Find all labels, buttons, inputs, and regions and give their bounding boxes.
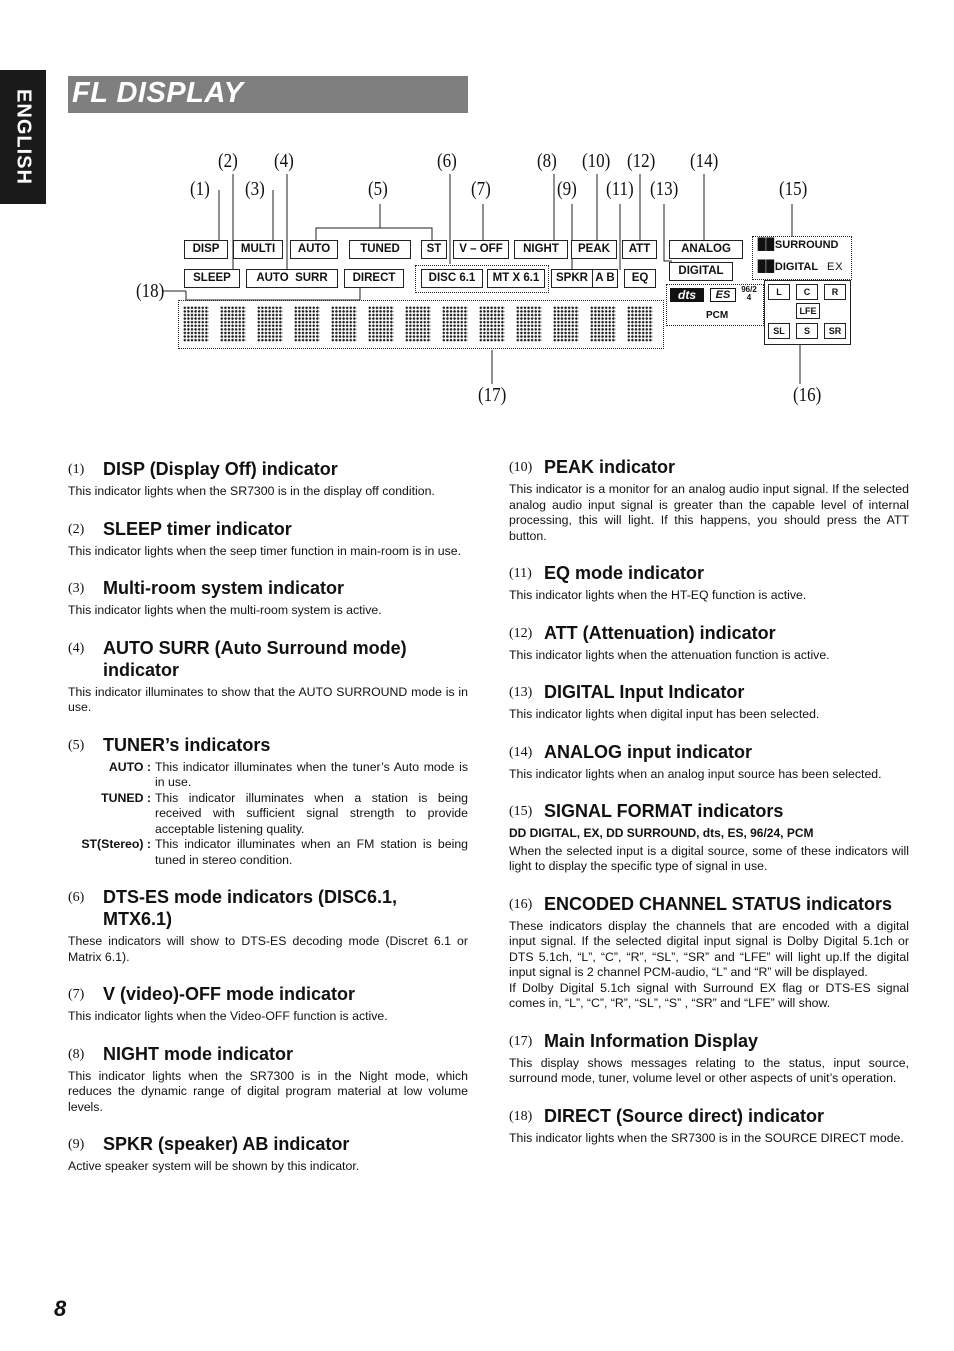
dolby-icon: ▉▉ <box>758 261 775 273</box>
section-body: This indicator lights when the SR7300 is in the Night mode, which reduces the dynamic range of digital program material at low volume levels. <box>68 1068 468 1114</box>
section-title: AUTO SURR (Auto Surround mode) indicator <box>103 637 407 680</box>
section-title: ATT (Attenuation) indicator <box>544 622 776 643</box>
section-body: This indicator lights when an analog input source has been selected. <box>509 766 882 781</box>
section-body: These indicators will show to DTS-ES decoding mode (Discret 6.1 or Matrix 6.1). <box>68 934 468 964</box>
section-body: This indicator lights when the HT-EQ function is active. <box>509 588 807 602</box>
dot-matrix-char <box>331 306 357 342</box>
dolby-icon: ▉▉ <box>758 239 775 251</box>
section-title: DIGITAL Input Indicator <box>544 682 745 702</box>
section-heading <box>509 681 909 703</box>
ex-text: EX <box>826 261 844 273</box>
callout-4: (4) <box>274 150 294 172</box>
section-number: (8) <box>68 1046 85 1062</box>
digital-input-label: DIGITAL <box>669 262 733 281</box>
v-off-label: V – OFF <box>453 240 509 259</box>
eq-label: EQ <box>624 269 656 288</box>
section-digital <box>509 681 909 723</box>
section-title: DISP (Display Off) indicator <box>103 459 338 479</box>
section-number: (15) <box>509 804 533 819</box>
section-number: (1) <box>68 462 85 477</box>
section-heading <box>509 893 909 915</box>
section-body: These indicators display the channels that are encoded with a digital input signal. If the selected digital input signal is Dolby Digital 5.1ch or DTS 5.1ch, “L”, “C”, “R”, “SL”, “SR” and “LFE” will light up.If the digital input signal is 2 channel PCM-audio, “L” and “R” will be displayed. If Dolby Digital 5.1ch signal with Surround EX flag or DTS-ES signal comes in, “L”, “C”, “R”, “SL”, “S” , “SR” and “LFE” will show. <box>509 918 909 1010</box>
tuner-term-tuned: TUNED : <box>101 790 151 805</box>
section-body: This indicator illuminates to show that the AUTO SURROUND mode is in use. <box>68 684 468 714</box>
section-number: (7) <box>68 987 85 1002</box>
callout-15: (15) <box>779 178 808 200</box>
callout-8: (8) <box>537 150 557 172</box>
channel-c: C <box>796 284 818 300</box>
callout-18: (18) <box>136 280 165 302</box>
section-body: This indicator is a monitor for an analog audio input signal. If the selected analog audio input signal is greater than the capable level of internal processing, this will light. If this happens, you should press the ATT button. <box>509 482 909 543</box>
callout-2: (2) <box>218 150 238 172</box>
section-number: (11) <box>509 566 532 581</box>
dolby-surround-text: SURROUND <box>774 239 839 251</box>
att-label: ATT <box>622 240 657 259</box>
dot-matrix-char <box>442 306 468 342</box>
section-auto-surr <box>68 637 468 716</box>
left-column <box>68 458 468 1193</box>
section-heading <box>68 734 468 756</box>
section-body: This indicator lights when the seep timer function in main-room is in use. <box>68 543 461 558</box>
section-heading <box>68 983 468 1005</box>
dot-matrix-char <box>257 306 283 342</box>
dot-matrix-char <box>220 306 246 342</box>
section-heading <box>509 1105 909 1127</box>
tuner-term-auto: AUTO : <box>108 759 151 774</box>
section-number: (10) <box>509 460 533 475</box>
section-title: ANALOG input indicator <box>544 741 752 762</box>
section-number: (14) <box>509 744 533 760</box>
section-body: This indicator lights when the SR7300 is in the display off condition. <box>68 484 435 498</box>
section-body: Active speaker system will be shown by this indicator. <box>68 1159 360 1173</box>
section-body: This indicator lights when the multi-room system is active. <box>68 603 382 617</box>
section-title: PEAK indicator <box>544 457 676 477</box>
section-heading <box>509 1030 909 1052</box>
section-body: This indicator lights when the Video-OFF function is active. <box>68 1009 388 1023</box>
section-title: Multi-room system indicator <box>103 578 345 598</box>
dolby-digital-indicator <box>758 260 844 273</box>
channel-r: R <box>824 284 846 300</box>
section-heading <box>509 456 909 478</box>
section-subtitle: DD DIGITAL, EX, DD SURROUND, dts, ES, 96/24, PCM <box>509 826 814 840</box>
tuner-desc-st: This indicator illuminates when an FM station is being tuned in stereo condition. <box>155 837 468 867</box>
section-signal-format <box>509 800 909 875</box>
language-tab-label: ENGLISH <box>12 89 35 185</box>
section-main-display <box>509 1030 909 1087</box>
section-title: Main Information Display <box>544 1030 759 1051</box>
section-spkr <box>68 1133 468 1175</box>
es-logo: ES <box>710 288 736 302</box>
disp-label: DISP <box>184 240 228 259</box>
section-heading <box>68 1133 468 1155</box>
callout-12: (12) <box>627 150 656 172</box>
section-body: This indicator lights when the SR7300 is in the SOURCE DIRECT mode. <box>509 1130 904 1145</box>
callout-17: (17) <box>478 384 507 406</box>
peak-label: PEAK <box>571 240 617 259</box>
channel-lfe: LFE <box>796 303 820 319</box>
section-number: (6) <box>68 890 85 905</box>
channel-sr: SR <box>824 323 846 339</box>
channel-s: S <box>796 323 818 339</box>
section-heading <box>68 1043 468 1065</box>
section-v-off <box>68 983 468 1025</box>
section-number: (18) <box>509 1108 533 1124</box>
spkr-label: SPKR <box>551 269 593 288</box>
section-title: DIRECT (Source direct) indicator <box>544 1105 825 1126</box>
auto-surr-label: AUTO SURR <box>246 269 338 288</box>
callout-14: (14) <box>690 150 719 172</box>
section-sleep <box>68 518 468 560</box>
section-heading <box>509 622 909 644</box>
section-title: NIGHT mode indicator <box>103 1043 294 1064</box>
tuner-desc-tuned: This indicator illuminates when a station is being received with sufficient signal strength to provide acceptable listening quality. <box>155 790 468 836</box>
section-number: (2) <box>68 521 85 537</box>
callout-10: (10) <box>582 150 611 172</box>
section-att <box>509 622 909 664</box>
dts-logo: dts <box>670 288 704 302</box>
section-title: SLEEP timer indicator <box>103 518 292 539</box>
multi-label: MULTI <box>233 240 283 259</box>
dolby-surround-indicator <box>758 238 838 251</box>
dot-matrix-char <box>479 306 505 342</box>
tuner-term-st: ST(Stereo) : <box>81 837 151 851</box>
rate-9624: 96/24 <box>741 285 757 302</box>
title-bar <box>68 76 468 113</box>
section-multi-room <box>68 577 468 619</box>
section-number: (13) <box>509 685 533 700</box>
section-title: ENCODED CHANNEL STATUS indicators <box>544 893 893 914</box>
section-disp <box>68 458 468 500</box>
section-heading <box>509 562 909 584</box>
dot-matrix-char <box>516 306 542 342</box>
section-number: (12) <box>509 625 533 641</box>
callout-7: (7) <box>471 178 491 200</box>
callout-3: (3) <box>245 178 265 200</box>
dot-matrix-char <box>590 306 616 342</box>
sleep-label: SLEEP <box>184 269 240 288</box>
section-encoded-channel <box>509 893 909 1012</box>
section-heading <box>68 637 468 681</box>
section-heading <box>68 886 468 930</box>
section-number: (5) <box>68 737 85 753</box>
section-title: V (video)-OFF mode indicator <box>103 984 356 1004</box>
channel-l: L <box>768 284 790 300</box>
dot-matrix-char <box>368 306 394 342</box>
section-number: (17) <box>509 1033 533 1049</box>
night-label: NIGHT <box>514 240 568 259</box>
callout-9: (9) <box>557 178 577 200</box>
dot-matrix-char <box>553 306 579 342</box>
main-information-display <box>178 300 664 349</box>
section-night <box>68 1043 468 1116</box>
dolby-digital-text: DIGITAL <box>774 261 818 273</box>
section-number: (3) <box>68 581 85 596</box>
analog-label: ANALOG <box>669 240 743 259</box>
st-label: ST <box>421 240 447 259</box>
section-title: SIGNAL FORMAT indicators <box>544 801 784 821</box>
section-title: TUNER’s indicators <box>103 734 271 755</box>
tuner-desc-auto: This indicator illuminates when the tuner’s Auto mode is in use. <box>155 759 468 789</box>
dot-matrix-char <box>627 306 653 342</box>
callout-11: (11) <box>606 178 634 200</box>
section-analog <box>509 741 909 783</box>
pcm-label: PCM <box>706 310 729 321</box>
page-number: 8 <box>54 1296 67 1321</box>
dot-matrix-char <box>294 306 320 342</box>
page-title: FL DISPLAY <box>72 77 244 109</box>
channel-sl: SL <box>768 323 790 339</box>
tuner-definition-list <box>68 760 468 869</box>
section-number: (9) <box>68 1137 85 1152</box>
auto-label: AUTO <box>290 240 338 259</box>
ab-label: A B <box>592 269 618 288</box>
tuned-label: TUNED <box>349 240 411 259</box>
section-heading <box>509 800 909 822</box>
section-body: This display shows messages relating to the status, input source, surround mode, tuner, volume level or other aspects of unit’s operation. <box>509 1055 909 1085</box>
section-peak <box>509 456 909 544</box>
section-heading <box>509 741 909 763</box>
section-heading <box>68 577 468 599</box>
section-title: DTS-ES mode indicators (DISC6.1, MTX6.1) <box>103 887 398 929</box>
section-tuner <box>68 734 468 869</box>
section-heading <box>68 518 468 540</box>
section-body: This indicator lights when digital input has been selected. <box>509 707 820 721</box>
callout-16: (16) <box>793 384 822 406</box>
disc61-label: DISC 6.1 <box>421 269 483 288</box>
dot-matrix-char <box>405 306 431 342</box>
section-body: This indicator lights when the attenuation function is active. <box>509 647 830 662</box>
section-heading <box>68 458 468 480</box>
fl-display-diagram <box>0 140 954 420</box>
section-body: When the selected input is a digital source, some of these indicators will light to display the specific type of signal in use. <box>509 843 909 873</box>
callout-5: (5) <box>368 178 388 200</box>
section-number: (4) <box>68 640 85 656</box>
direct-label: DIRECT <box>344 269 404 288</box>
callout-1: (1) <box>190 178 210 200</box>
section-title: EQ mode indicator <box>544 563 705 583</box>
section-title: SPKR (speaker) AB indicator <box>103 1134 350 1154</box>
dot-matrix-char <box>183 306 209 342</box>
section-number: (16) <box>509 896 533 912</box>
section-eq <box>509 562 909 604</box>
callout-6: (6) <box>437 150 457 172</box>
right-column <box>509 456 909 1164</box>
mtx61-label: MT X 6.1 <box>487 269 545 288</box>
callout-13: (13) <box>650 178 679 200</box>
section-dts-es <box>68 886 468 965</box>
section-direct <box>509 1105 909 1147</box>
